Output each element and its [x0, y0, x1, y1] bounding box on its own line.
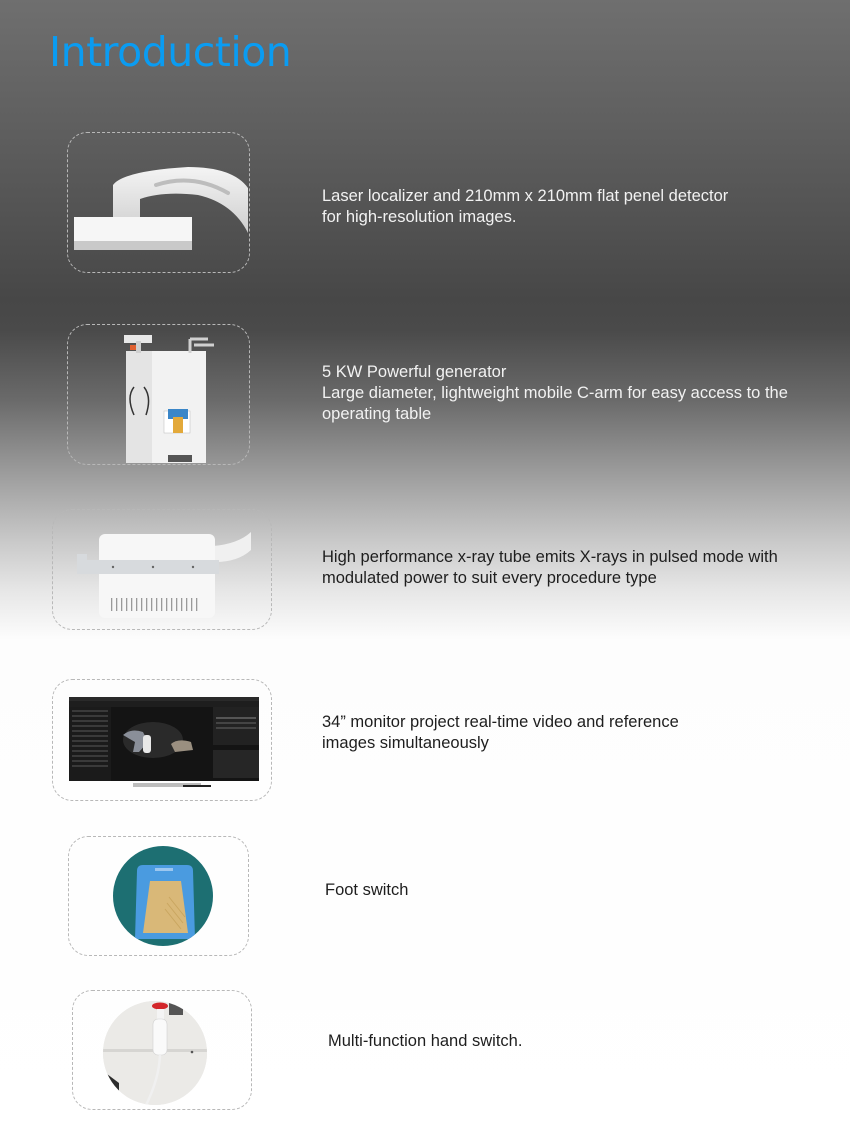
generator-cabinet-image [68, 325, 249, 464]
hand-switch-image [73, 991, 251, 1109]
feature-description-xray-tube [322, 547, 778, 589]
foot-switch-image [69, 837, 248, 955]
feature-image-card-xray-tube [52, 509, 272, 630]
feature-text-line: modulated power to suit every procedure type [322, 569, 657, 587]
feature-description-monitor [322, 712, 679, 754]
x-ray-tube-image [53, 510, 271, 629]
feature-text-line: for high-resolution images. [322, 208, 517, 226]
feature-description-detector [322, 186, 728, 228]
feature-text-line: Multi-function hand switch. [328, 1032, 523, 1050]
feature-image-card-monitor [52, 679, 272, 801]
feature-image-card-foot-switch [68, 836, 249, 956]
feature-text-line: Laser localizer and 210mm x 210mm flat penel detector [322, 187, 729, 205]
feature-image-card-detector [67, 132, 250, 273]
feature-description-foot-switch [325, 880, 408, 901]
feature-text-line: operating table [322, 405, 432, 423]
feature-image-card-hand-switch [72, 990, 252, 1110]
feature-description-hand-switch [328, 1031, 522, 1052]
feature-image-card-generator [67, 324, 250, 465]
monitor-image [53, 680, 271, 800]
feature-text-line: Foot switch [325, 881, 409, 899]
feature-text-line: images simultaneously [322, 734, 489, 752]
feature-text-line: High performance x-ray tube emits X-rays in pulsed mode with [322, 548, 778, 566]
feature-text-line: 5 KW Powerful generator [322, 363, 507, 381]
feature-description-generator [322, 362, 788, 425]
feature-text-line: Large diameter, lightweight mobile C-arm for easy access to the [322, 384, 788, 402]
page-title: Introduction [49, 28, 292, 76]
feature-text-line: 34” monitor project real-time video and reference [322, 713, 679, 731]
flat-panel-detector-image [68, 133, 249, 272]
